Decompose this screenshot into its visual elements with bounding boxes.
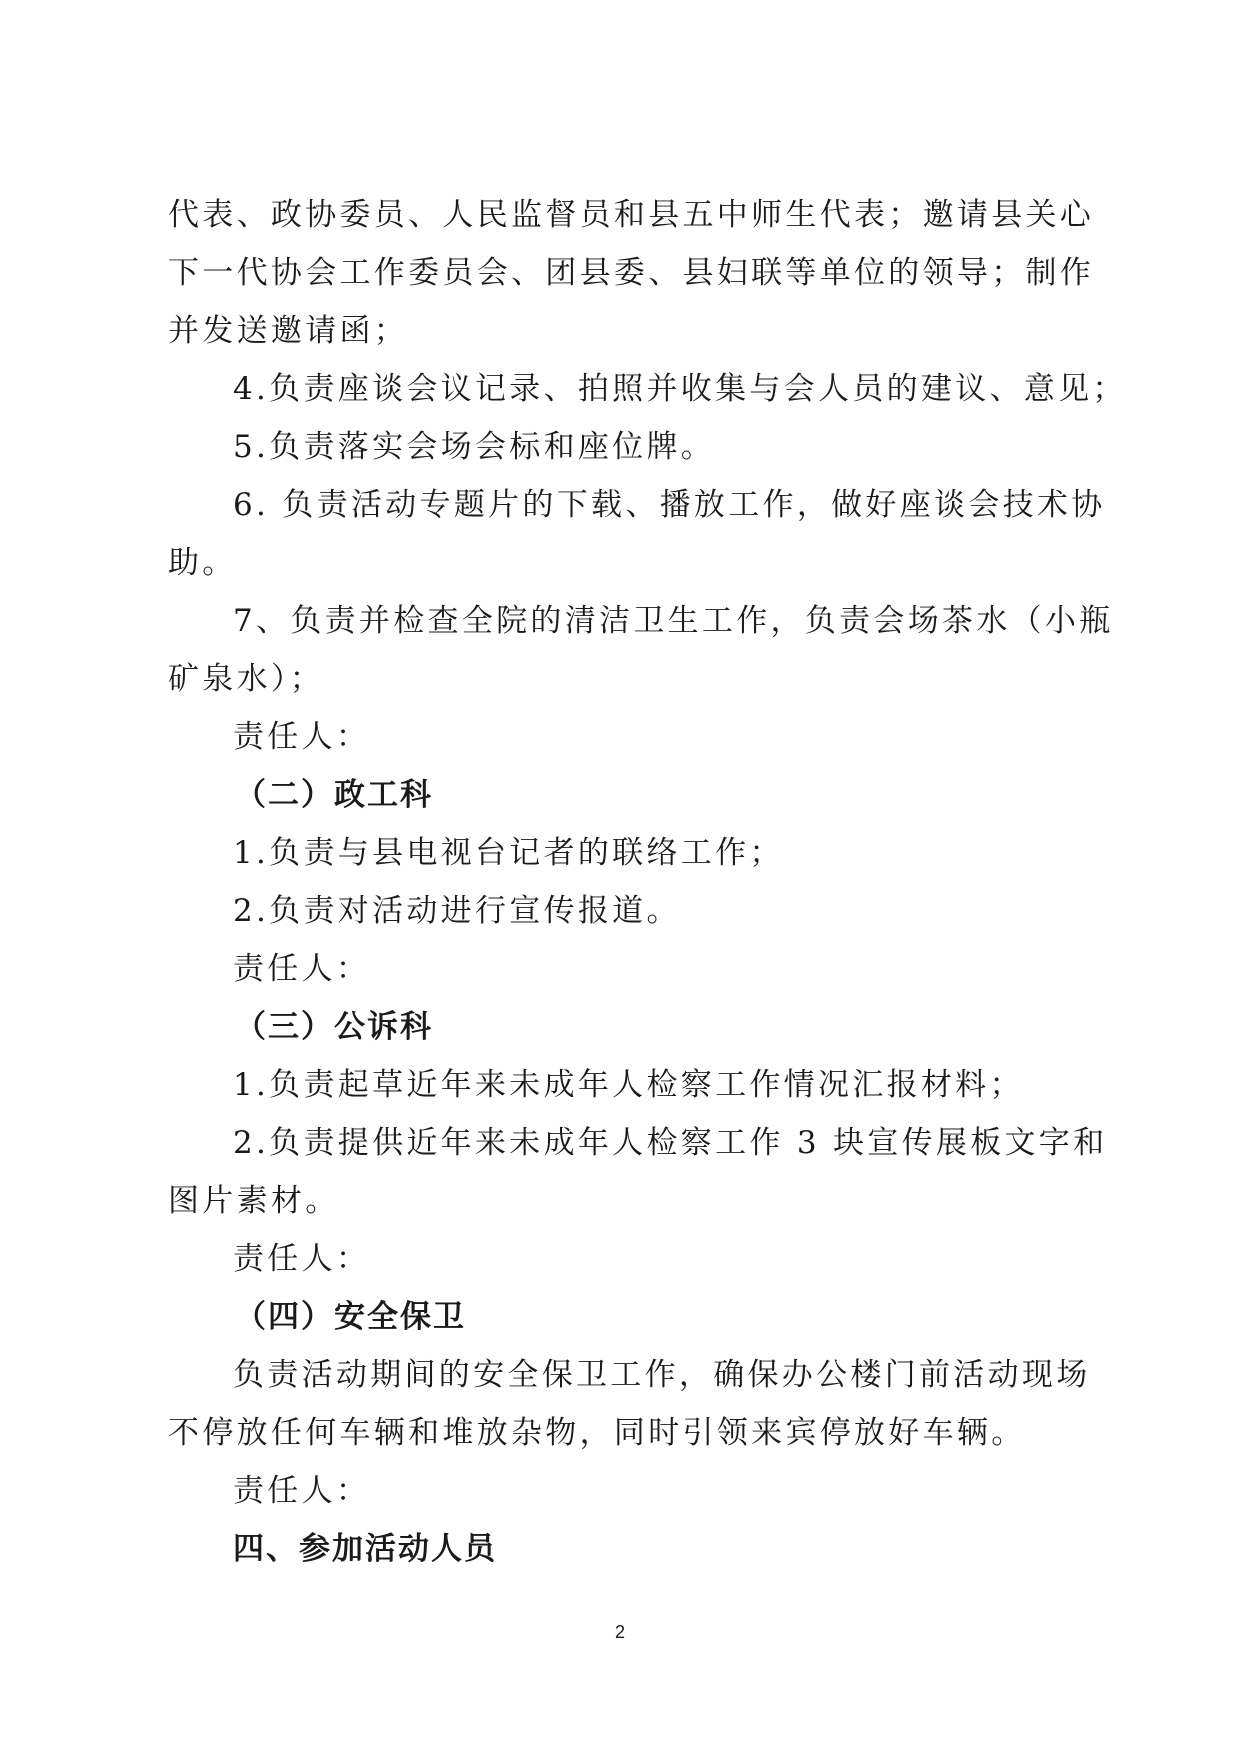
list-item: 2.负责提供近年来未成年人检察工作 3 块宣传展板文字和 <box>233 1125 1108 1161</box>
responsible-person-label: 责任人： <box>233 951 371 987</box>
list-item: 6. 负责活动专题片的下载、播放工作，做好座谈会技术协 <box>233 487 1106 523</box>
section-heading: （二）政工科 <box>235 777 433 813</box>
page-number: 2 <box>614 1622 625 1642</box>
responsible-person-label: 责任人： <box>233 1473 371 1509</box>
paragraph-line: 下一代协会工作委员会、团县委、县妇联等单位的领导；制作 <box>168 255 1095 291</box>
main-heading: 四、参加活动人员 <box>233 1531 497 1567</box>
paragraph-line: 并发送邀请函； <box>168 313 409 349</box>
paragraph-line: 不停放任何车辆和堆放杂物，同时引领来宾停放好车辆。 <box>168 1415 1026 1451</box>
section-heading: （三）公诉科 <box>235 1009 433 1045</box>
responsible-person-label: 责任人： <box>233 719 371 755</box>
paragraph-line: 代表、政协委员、人民监督员和县五中师生代表；邀请县关心 <box>168 197 1095 233</box>
paragraph-line: 图片素材。 <box>168 1183 340 1219</box>
responsible-person-label: 责任人： <box>233 1241 371 1277</box>
paragraph-line: 助。 <box>168 545 237 581</box>
list-item: 2.负责对活动进行宣传报道。 <box>233 893 681 929</box>
paragraph-line: 矿泉水）； <box>168 661 324 697</box>
list-item: 5.负责落实会场会标和座位牌。 <box>233 429 716 465</box>
list-item: 7、负责并检查全院的清洁卫生工作，负责会场茶水（小瓶 <box>233 603 1114 639</box>
section-heading: （四）安全保卫 <box>235 1299 466 1335</box>
list-item: 4.负责座谈会议记录、拍照并收集与会人员的建议、意见； <box>233 371 1127 407</box>
paragraph-line: 负责活动期间的安全保卫工作，确保办公楼门前活动现场 <box>233 1357 1091 1393</box>
list-item: 1.负责起草近年来未成年人检察工作情况汇报材料； <box>233 1067 1024 1103</box>
list-item: 1.负责与县电视台记者的联络工作； <box>233 835 784 871</box>
